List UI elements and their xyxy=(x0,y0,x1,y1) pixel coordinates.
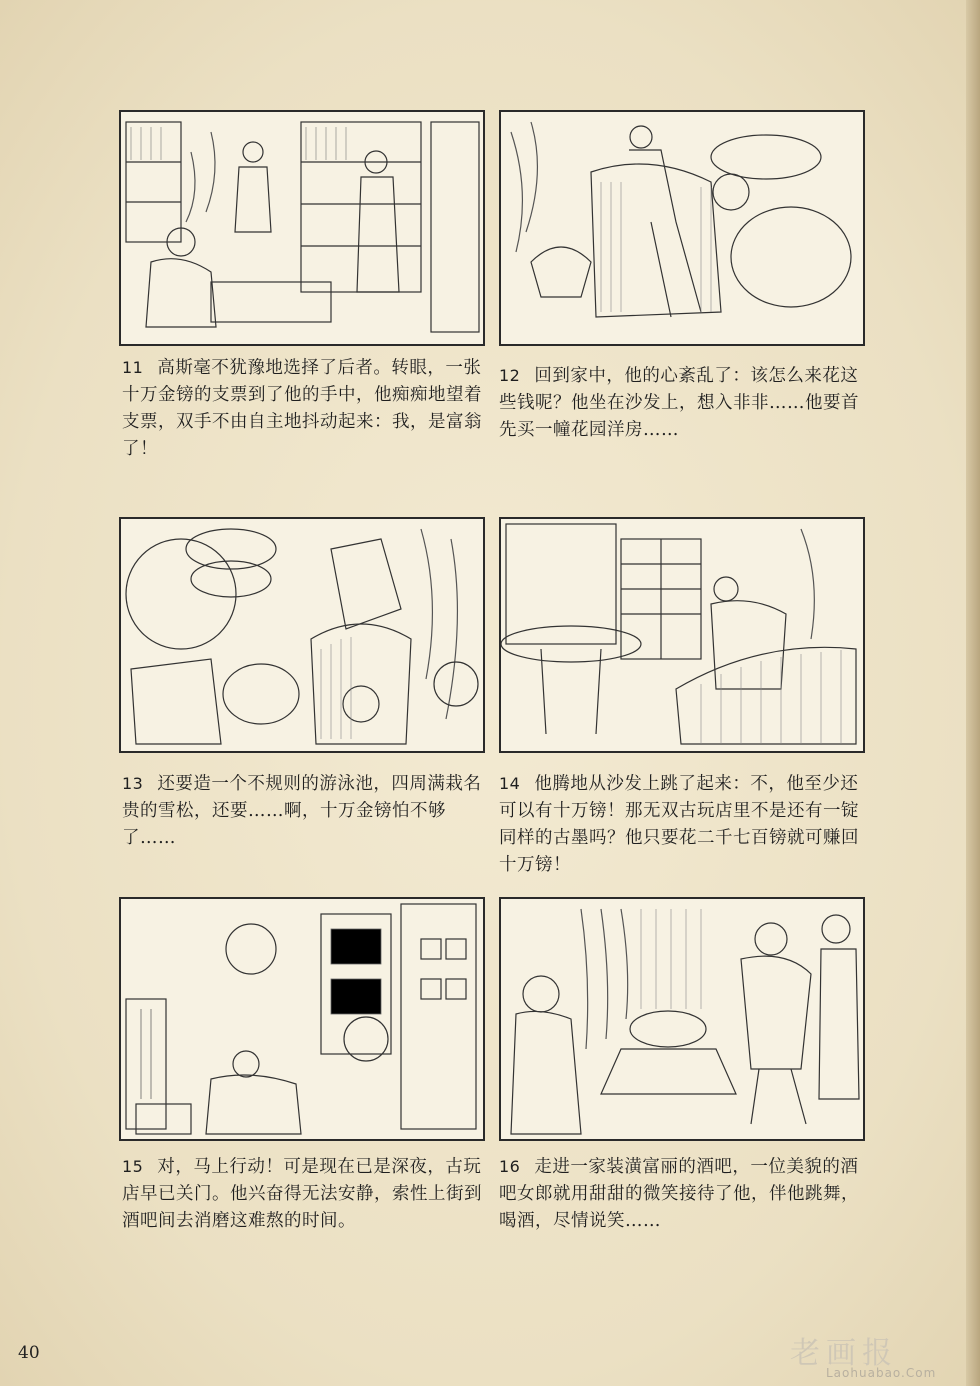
watermark-url: Laohuabao.Com xyxy=(826,1366,937,1380)
caption-panel-13 xyxy=(122,770,484,852)
caption-panel-12 xyxy=(499,362,861,444)
illustration-panel-16 xyxy=(499,897,865,1141)
page-spine-shadow xyxy=(966,0,980,1386)
illustration-panel-13 xyxy=(119,517,485,753)
panel-number-12: 12 xyxy=(499,366,521,385)
caption-panel-11 xyxy=(122,354,484,463)
caption-text-13: 还要造一个不规则的游泳池，四周满栽名贵的雪松，还要……啊，十万金镑怕不够了…… xyxy=(122,774,482,848)
watermark-logo: 老画报 xyxy=(790,1336,898,1371)
caption-text-16: 走进一家装潢富丽的酒吧，一位美貌的酒吧女郎就用甜甜的微笑接待了他，伴他跳舞，喝酒，尽情说笑…… xyxy=(499,1157,859,1231)
illustration-panel-14 xyxy=(499,517,865,753)
site-watermark xyxy=(780,1328,970,1384)
illustration-panel-12 xyxy=(499,110,865,346)
caption-text-14: 他腾地从沙发上跳了起来：不，他至少还可以有十万镑！那无双古玩店里不是还有一锭同样的古墨吗？他只要花二千七百镑就可赚回十万镑！ xyxy=(499,774,859,875)
caption-text-11: 高斯毫不犹豫地选择了后者。转眼，一张十万金镑的支票到了他的手中，他痴痴地望着支票，双手不由自主地抖动起来：我，是富翁了！ xyxy=(122,358,482,459)
panel-number-14: 14 xyxy=(499,774,521,793)
illustration-panel-15 xyxy=(119,897,485,1141)
panel-number-15: 15 xyxy=(122,1157,144,1176)
bar-dancing-drawing xyxy=(501,899,863,1139)
caption-panel-14 xyxy=(499,770,861,879)
caption-panel-15 xyxy=(122,1153,484,1235)
jumping-from-sofa-drawing xyxy=(501,519,863,751)
night-street-drawing xyxy=(121,899,483,1139)
caption-text-12: 回到家中，他的心紊乱了：该怎么来花这些钱呢？他坐在沙发上，想入非非……他要首先买一幢花园洋房…… xyxy=(499,366,859,440)
illustration-panel-11 xyxy=(119,110,485,346)
page-number: 40 xyxy=(18,1343,40,1363)
panel-number-11: 11 xyxy=(122,358,144,377)
garden-table-drawing xyxy=(121,519,483,751)
panel-number-13: 13 xyxy=(122,774,144,793)
caption-panel-16 xyxy=(499,1153,861,1235)
study-room-drawing xyxy=(121,112,483,344)
caption-text-15: 对，马上行动！可是现在已是深夜，古玩店早已关门。他兴奋得无法安静，索性上街到酒吧间去消磨这难熬的时间。 xyxy=(122,1157,482,1231)
panel-number-16: 16 xyxy=(499,1157,521,1176)
sofa-daydream-drawing xyxy=(501,112,863,344)
